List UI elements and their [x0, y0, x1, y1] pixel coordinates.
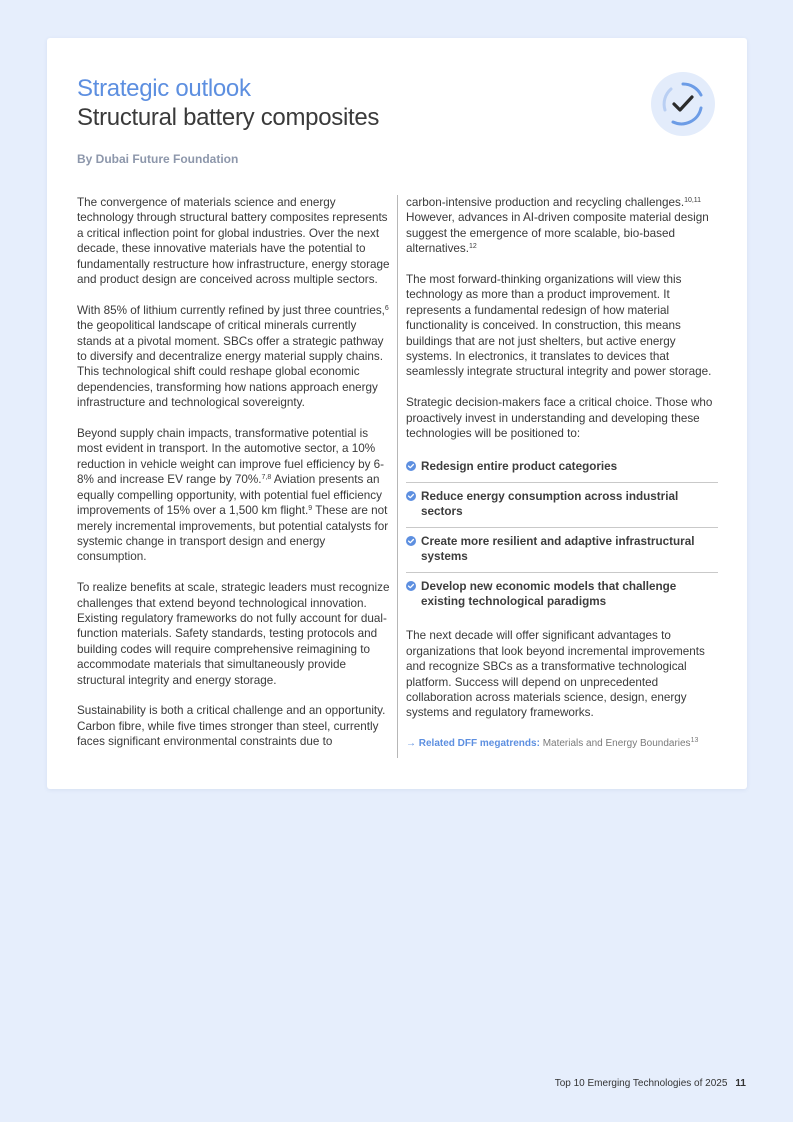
page-title: Structural battery composites [77, 104, 380, 131]
list-item [406, 483, 718, 528]
list-item-text: Create more resilient and adaptive infrastructural systems [421, 534, 695, 564]
content-card [47, 38, 747, 789]
byline: By Dubai Future Foundation [77, 152, 239, 166]
paragraph: carbon-intensive production and recycling challenges.$^{10,11}$ However, advances in AI-driven composite material design suggest the emergence of more scalable, bio-based alternatives.$^{12}$ [406, 196, 709, 256]
paragraph: The next decade will offer significant advantages to organizations that look beyond incremental improvements and recognize SBCs as a transformative technological platform. Success will depend on unprecedented collaboration across materials science, design, energy systems and regulatory frameworks. [406, 629, 705, 720]
page-number: 11 [735, 1078, 746, 1089]
footnote-ref[interactable]: 6 [384, 304, 389, 312]
list-item [406, 573, 718, 617]
check-circle-icon [651, 72, 715, 136]
list-item-text: Reduce energy consumption across industrial sectors [421, 489, 679, 519]
section-kicker: Strategic outlook [77, 75, 251, 102]
related-megatrends [406, 736, 718, 751]
paragraph: The convergence of materials science and energy technology through structural battery composites represents a critical inflection point for global industries. Over the next decade, these innovative materials have the potential to fundamentally restructure how infrastructure, energy storage and product design are conceived across multiple sectors. [77, 196, 390, 287]
footnote-ref[interactable]: 7,8 [261, 474, 272, 482]
list-item [406, 453, 718, 482]
paragraph: With 85% of lithium currently refined by just three countries,$^6$ the geopolitical landscape of critical minerals currently stands at a pivotal moment. SBCs offer a strategic pathway to diversify and decentralize energy material supply chains. This technological shift could reshape global economic dependencies, transforming how nations approach energy infrastructure and technological sovereignty. [77, 303, 389, 410]
left-column [77, 195, 392, 750]
paragraph: Beyond supply chain impacts, transformative potential is most evident in transport. In the automotive sector, a 10% reduction in vehicle weight can improve fuel efficiency by 6-8% and increase EV range by 70%.$^{7,8}$ Aviation presents an equally compelling opportunity, with potential fuel efficiency improvements of 15% over a 1,500 km flight.$^9$ These are not merely incremental improvements, but potential catalysts for systemic change in transport design and energy consumption. [77, 427, 389, 564]
check-bullet-icon [406, 461, 416, 471]
check-bullet-icon [406, 581, 416, 591]
paragraph: The most forward-thinking organizations will view this technology as more than a product improvement. It represents a fundamental redesign of how material functionality is conceived. In construction, this means buildings that are not just shelters, but active energy systems. In electronics, it translates to devices that seamlessly integrate structural integrity and power storage. [406, 273, 712, 379]
column-divider [397, 195, 398, 758]
paragraph: Sustainability is both a critical challenge and an opportunity. Carbon fibre, while five times stronger than steel, currently faces significant environmental constraints due to [77, 704, 386, 749]
related-megatrends-text: Materials and Energy Boundaries [539, 737, 691, 749]
paragraph: To realize benefits at scale, strategic leaders must recognize challenges that extend beyond technological innovation. Existing regulatory frameworks do not fully account for dual-function materials. Safety standards, testing protocols and building codes will require comprehensive reimagining to accommodate materials that simultaneously provide structural integrity and energy storage. [77, 581, 390, 687]
footnote-ref[interactable]: 13 [690, 736, 699, 744]
check-bullet-icon [406, 491, 416, 501]
footnote-ref[interactable]: 10,11 [684, 197, 702, 204]
check-bullet-icon [406, 536, 416, 546]
outcomes-list [406, 453, 718, 616]
paragraph: Strategic decision-makers face a critical choice. Those who proactively invest in understanding and developing these technologies will be positioned to: [406, 396, 713, 441]
page-footer [555, 1078, 746, 1089]
related-megatrends-link[interactable]: → Related DFF megatrends: [406, 737, 540, 749]
footnote-ref[interactable]: 9 [308, 505, 313, 513]
list-item-text: Redesign entire product categories [421, 460, 618, 474]
list-item [406, 528, 718, 573]
footnote-ref[interactable]: 12 [469, 243, 477, 251]
footer-title: Top 10 Emerging Technologies of 2025 [554, 1078, 728, 1089]
list-item-text: Develop new economic models that challenge existing technological paradigms [421, 579, 677, 608]
right-column [406, 195, 718, 751]
